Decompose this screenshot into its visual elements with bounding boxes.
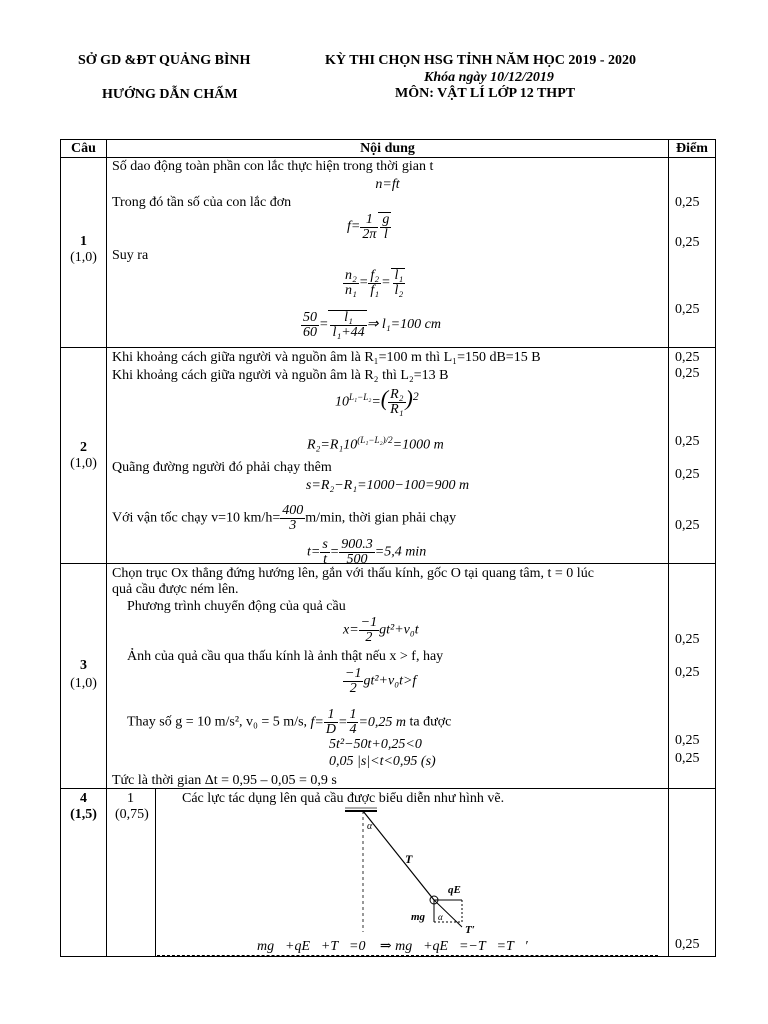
formula-equilibrium: mg⃗+qE⃗+T⃗=0⃗ ⇒ mg⃗+qE⃗=−T⃗=T⃗′: [257, 939, 528, 954]
question-number: 4: [80, 791, 87, 806]
score: 0,25: [675, 937, 700, 952]
question-row-3: [61, 564, 716, 789]
text-line: Các lực tác dụng lên quả cầu được biểu diễn như hình vẽ.: [182, 791, 505, 806]
exam-title: KỲ THI CHỌN HSG TỈNH NĂM HỌC 2019 - 2020: [325, 53, 637, 68]
exam-date: Khóa ngày 10/12/2019: [424, 70, 554, 85]
score: 0,25: [675, 665, 700, 680]
text-line: Quãng đường người đó phải chạy thêm: [112, 460, 332, 475]
question-content: [107, 348, 669, 567]
formula-distance: $R_2=R_110^{(L_1-L_2)/2}=1000$ m: [307, 435, 444, 453]
text-line: Chọn trục Ox thẳng đứng hướng lên, gắn với thấu kính, gốc O tại quang tâm, t = 0 lúc: [112, 566, 594, 581]
score-cell: [669, 789, 716, 957]
formula-frequency: f= $\frac{1}{2\pi}$ $\frac{g}{l}$: [347, 211, 390, 242]
question-content: [107, 564, 669, 789]
weight-label: mg: [411, 911, 426, 923]
question-number: 1: [80, 234, 87, 249]
question-row-1: [61, 158, 716, 348]
score-cell: [669, 158, 716, 365]
col-header-score: Điểm: [669, 140, 716, 158]
question-points: (1,0): [70, 456, 97, 471]
score: 0,25: [675, 235, 700, 250]
alpha-label: α: [367, 821, 373, 832]
text-line: Tức là thời gian Δt = 0,95 – 0,05 = 0,9 s: [112, 773, 337, 788]
question-content: [107, 789, 669, 957]
score: 0,25: [675, 518, 700, 533]
tension-label: T: [405, 852, 413, 866]
question-number: 3: [80, 658, 87, 673]
formula: n=ft: [375, 177, 400, 192]
col-header-question: Câu: [61, 140, 107, 158]
question-points: (1,0): [70, 250, 97, 265]
score: 0,25: [675, 434, 700, 449]
text-line: Số dao động toàn phần con lắc thực hiện trong thời gian t: [112, 159, 434, 174]
formula-motion: x= $\frac{-1}{2}$ gt²+v₀t: [343, 615, 419, 645]
text-line: Khi khoảng cách giữa người và nguồn âm là R₁=100 m thì L₁=150 dB=15 B: [112, 350, 541, 365]
formula: s=R₂−R₁=1000−100=900 m: [305, 478, 470, 493]
formula-condition: $\frac{-1}{2}$ gt²+v₀t>f: [345, 666, 417, 696]
question-number: 2: [80, 440, 87, 455]
score: 0,25: [675, 751, 700, 766]
score: 0,25: [675, 632, 700, 647]
subquestion-points: (0,75): [115, 807, 149, 822]
text-line: Suy ra: [112, 248, 149, 263]
answer-table: [60, 139, 716, 957]
subquestion-number: 1: [127, 791, 134, 806]
text-line: Trong đó tần số của con lắc đơn: [112, 195, 292, 210]
electric-force-label: qE: [448, 884, 461, 896]
formula-level: $10^{L_1-L_2}=$( $\frac{\text{R₂}}{\text{R₁}}$ )$^2$: [335, 385, 419, 417]
score-cell: [669, 348, 716, 564]
subcolumn-divider: [155, 789, 156, 956]
formula: 0,05 |s|<t<0,95 (s): [329, 754, 436, 769]
question-row-4: [61, 789, 716, 957]
question-points: (1,0): [70, 676, 97, 691]
subject-line: MÔN: VẬT LÍ LỚP 12 THPT: [395, 86, 576, 101]
org-name: SỞ GD &ĐT QUẢNG BÌNH: [78, 53, 251, 68]
formula-time: t= $\frac{s}{t}$ = $\frac{900.3}{500}$ =5,4 min: [307, 537, 427, 567]
score: 0,25: [675, 195, 700, 210]
score-cell: [669, 564, 716, 789]
col-header-content: Nội dung: [107, 140, 669, 158]
force-diagram: [337, 807, 497, 937]
formula: 5t²−50t+0,25<0: [329, 737, 422, 752]
question-content: [107, 158, 669, 348]
question-points: (1,5): [70, 807, 97, 822]
score: 0,25: [675, 350, 700, 365]
score: 0,25: [675, 733, 700, 748]
formula-result: $\frac{50}{60}$ = $\frac{\text{l₁}}{\text{l₁+44}}$ ⇒ l₁=100 cm: [303, 309, 441, 340]
text-line: Khi khoảng cách giữa người và nguồn âm là R₂ thì L₂=13 B: [112, 368, 449, 383]
question-row-2: [61, 348, 716, 564]
dashed-separator: [157, 955, 658, 956]
score: 0,25: [675, 302, 700, 317]
text-line: Phương trình chuyển động của quả cầu: [127, 599, 346, 614]
text-line-speed: Với vận tốc chạy v=10 km/h= $\frac{400}{3}$ m/min, thời gian phải chạy: [112, 503, 457, 533]
formula-ratio: $\frac{\text{n₂}}{\text{n₁}}$ = $\frac{\text{f₂}}{\text{f₁}}$ = $\frac{\text{l₁}}{\text{l₂}}$: [345, 267, 404, 298]
text-line: quả cầu được ném lên.: [112, 582, 239, 597]
score: 0,25: [675, 366, 700, 381]
score: 0,25: [675, 467, 700, 482]
doc-type: HƯỚNG DẪN CHẤM: [102, 87, 238, 102]
alpha-label-2: α: [438, 912, 443, 922]
reaction-label: T′: [465, 924, 475, 936]
text-line-substitute: Thay số g = 10 m/s², v₀ = 5 m/s, f= $\frac{1}{D}$ = $\frac{1}{4}$ =0,25 m ta được: [127, 707, 452, 737]
text-line: Ảnh của quả cầu qua thấu kính là ảnh thật nếu x > f, hay: [127, 649, 444, 664]
